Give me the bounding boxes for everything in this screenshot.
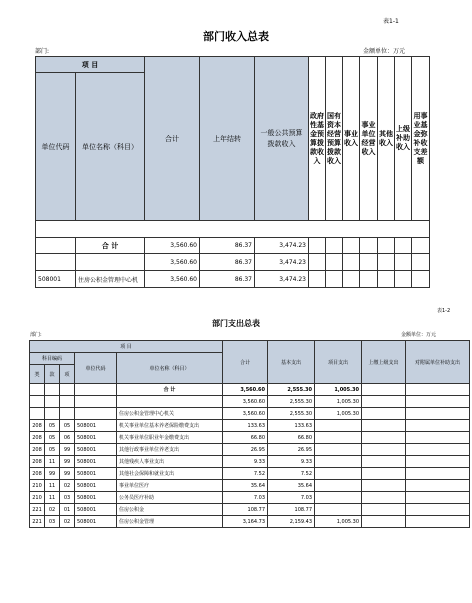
other-income-header: 其他收入 <box>378 57 395 221</box>
table-row-name: 住房公积金管理中心机 <box>76 271 145 288</box>
table-row-lei: 208 <box>30 468 45 480</box>
table-row-total: 133.63 <box>223 420 268 432</box>
table-row-project <box>315 480 362 492</box>
table-row-name: 其他社会保障和就业支出 <box>117 468 223 480</box>
table-row-project: 1,005.30 <box>315 396 362 408</box>
table-row-lei <box>30 384 45 396</box>
table-row-project <box>315 492 362 504</box>
table-row-total: 3,164.73 <box>223 516 268 528</box>
table-row-project <box>315 468 362 480</box>
table-row-lei: 208 <box>30 432 45 444</box>
subject-code-header: 科目编码 <box>30 353 75 365</box>
table-row-project <box>315 432 362 444</box>
sheet-number: 表1-1 <box>383 18 399 25</box>
table-row-code <box>75 384 117 396</box>
page-title: 部门收入总表 <box>203 30 269 43</box>
table-row-basic: 7.52 <box>268 468 315 480</box>
table-row-code <box>36 238 76 254</box>
table-row-name: 机关事业单位基本养老保险缴费支出 <box>117 420 223 432</box>
table-row-lei: 208 <box>30 456 45 468</box>
table-row-basic: 2,555.30 <box>268 408 315 420</box>
table-row-code: 508001 <box>75 480 117 492</box>
xiang-header: 项 <box>60 365 75 384</box>
table-row-kuan <box>45 408 60 420</box>
general-budget-header: 一般公共预算拨款收入 <box>255 57 309 221</box>
table-row-code <box>36 254 76 271</box>
table-row-lei <box>30 396 45 408</box>
table-row-total: 108.77 <box>223 504 268 516</box>
total-header: 合计 <box>145 57 200 221</box>
table-row-code: 508001 <box>75 516 117 528</box>
table-row-project: 1,005.30 <box>315 384 362 396</box>
table-row-total: 66.80 <box>223 432 268 444</box>
table-row-xiang: 99 <box>60 468 75 480</box>
table-row-lei: 208 <box>30 444 45 456</box>
table-row-kuan <box>45 396 60 408</box>
table-row-basic: 7.03 <box>268 492 315 504</box>
table-row-xiang: 02 <box>60 516 75 528</box>
table-row-name: 住房公积金管理 <box>117 516 223 528</box>
total-row-label: 合 计 <box>117 384 223 396</box>
table-row-last-year: 86.37 <box>200 254 255 271</box>
income-table <box>35 56 430 288</box>
table-row-lei: 210 <box>30 480 45 492</box>
basic-header: 基本支出 <box>268 341 315 384</box>
table-row-xiang: 99 <box>60 444 75 456</box>
table-row-kuan: 11 <box>45 456 60 468</box>
table-row-total: 26.95 <box>223 444 268 456</box>
total-header: 合计 <box>223 341 268 384</box>
unit-code-header: 单位代码 <box>36 73 76 221</box>
table-row-name: 其他残疾人事业支出 <box>117 456 223 468</box>
table-row-kuan: 05 <box>45 420 60 432</box>
table-row-lei: 221 <box>30 504 45 516</box>
unit-name-header: 单位名称（科目） <box>76 73 145 221</box>
table-row-total: 35.64 <box>223 480 268 492</box>
table-row-total: 9.33 <box>223 456 268 468</box>
table-row-name: 住房公积金 <box>117 504 223 516</box>
unit-label: 金额单位：万元 <box>363 48 406 55</box>
table-row-total: 3,560.60 <box>223 396 268 408</box>
page-title: 部门支出总表 <box>212 319 260 328</box>
table-row-general: 3,474.23 <box>255 238 309 254</box>
total-row-label: 合 计 <box>76 238 145 254</box>
table-row-code: 508001 <box>75 492 117 504</box>
business-income-header: 事业收入 <box>343 57 360 221</box>
table-row-project: 1,005.30 <box>315 408 362 420</box>
state-capital-header: 国有资本经营预算拨款收入 <box>326 57 343 221</box>
table-row-kuan <box>45 384 60 396</box>
subsidiary-header: 对附属单位补助支出 <box>406 341 470 384</box>
table-row-kuan: 02 <box>45 504 60 516</box>
table-row-name: 机关事业单位职业年金缴费支出 <box>117 432 223 444</box>
last-year-header: 上年结转 <box>200 57 255 221</box>
table-row-total: 7.52 <box>223 468 268 480</box>
lei-header: 类 <box>30 365 45 384</box>
table-row-total: 3,560.60 <box>145 271 200 288</box>
table-row-total: 7.03 <box>223 492 268 504</box>
table-row-name: 其他行政事业单位养老支出 <box>117 444 223 456</box>
project-header: 项 目 <box>36 57 145 73</box>
table-row-kuan: 11 <box>45 492 60 504</box>
table-row-general: 3,474.23 <box>255 271 309 288</box>
expense-table <box>29 340 470 528</box>
fund-gap-header: 用事业基金弥补收支差额 <box>412 57 430 221</box>
table-row-code: 508001 <box>75 456 117 468</box>
table-row-project: 1,005.30 <box>315 516 362 528</box>
table-row-code: 508001 <box>75 420 117 432</box>
table-row-name: 公务员医疗补助 <box>117 492 223 504</box>
table-row-kuan: 99 <box>45 468 60 480</box>
unit-name-header: 单位名称（科目） <box>117 353 223 384</box>
table-row-name: 事业单位医疗 <box>117 480 223 492</box>
table-row-xiang: 01 <box>60 504 75 516</box>
table-row-lei: 208 <box>30 420 45 432</box>
kuan-header: 款 <box>45 365 60 384</box>
table-row-code: 508001 <box>75 504 117 516</box>
table-row-last-year: 86.37 <box>200 238 255 254</box>
table-row-basic: 2,555.30 <box>268 396 315 408</box>
table-row-xiang: 02 <box>60 480 75 492</box>
biz-operation-header: 事业单位经营收入 <box>360 57 378 221</box>
table-row-total: 3,560.60 <box>223 408 268 420</box>
table-row-code: 508001 <box>75 468 117 480</box>
superior-header: 上缴上级支出 <box>362 341 406 384</box>
spacer-row <box>36 221 430 238</box>
table-row-xiang: 06 <box>60 432 75 444</box>
table-row-basic: 108.77 <box>268 504 315 516</box>
table-row-kuan: 05 <box>45 444 60 456</box>
table-row-total: 3,560.60 <box>145 254 200 271</box>
table-row-code <box>75 408 117 420</box>
table-row-basic: 133.63 <box>268 420 315 432</box>
table-row-name: 住房公积金管理中心机关 <box>117 408 223 420</box>
table-row-code: 508001 <box>75 444 117 456</box>
table-row-kuan: 05 <box>45 432 60 444</box>
table-row-basic: 9.33 <box>268 456 315 468</box>
dept-label: 部门: <box>30 332 42 338</box>
table-row-project <box>315 420 362 432</box>
gov-fund-header: 政府性基金预算拨款收入 <box>309 57 326 221</box>
table-row-kuan: 11 <box>45 480 60 492</box>
table-row-xiang <box>60 408 75 420</box>
table-row-basic: 26.95 <box>268 444 315 456</box>
table-row-name <box>76 254 145 271</box>
table-row-code: 508001 <box>36 271 76 288</box>
table-row-kuan: 03 <box>45 516 60 528</box>
table-row-project <box>315 444 362 456</box>
project-expense-header: 项目支出 <box>315 341 362 384</box>
unit-label: 金额单位：万元 <box>401 332 437 338</box>
table-row-xiang: 05 <box>60 420 75 432</box>
table-row-xiang <box>60 384 75 396</box>
table-row-last-year: 86.37 <box>200 271 255 288</box>
table-row-lei: 221 <box>30 516 45 528</box>
table-row-general: 3,474.23 <box>255 254 309 271</box>
table-row-code <box>75 396 117 408</box>
table-row-xiang: 99 <box>60 456 75 468</box>
table-row-total: 3,560.60 <box>145 238 200 254</box>
dept-label: 部门: <box>35 48 50 55</box>
subsidy-income-header: 上级补助收入 <box>395 57 412 221</box>
table-row-basic: 2,159.43 <box>268 516 315 528</box>
table-row-project <box>315 504 362 516</box>
table-row-code: 508001 <box>75 432 117 444</box>
table-row-lei <box>30 408 45 420</box>
table-row-xiang: 03 <box>60 492 75 504</box>
table-row-basic: 2,555.30 <box>268 384 315 396</box>
table-row-name <box>117 396 223 408</box>
table-row-basic: 66.80 <box>268 432 315 444</box>
table-row-project <box>315 456 362 468</box>
table-row-basic: 35.64 <box>268 480 315 492</box>
project-header: 项 目 <box>30 341 223 353</box>
unit-code-header: 单位代码 <box>75 353 117 384</box>
sheet-number: 表1-2 <box>437 308 451 314</box>
table-row-lei: 210 <box>30 492 45 504</box>
table-row-total: 3,560.60 <box>223 384 268 396</box>
table-row-xiang <box>60 396 75 408</box>
